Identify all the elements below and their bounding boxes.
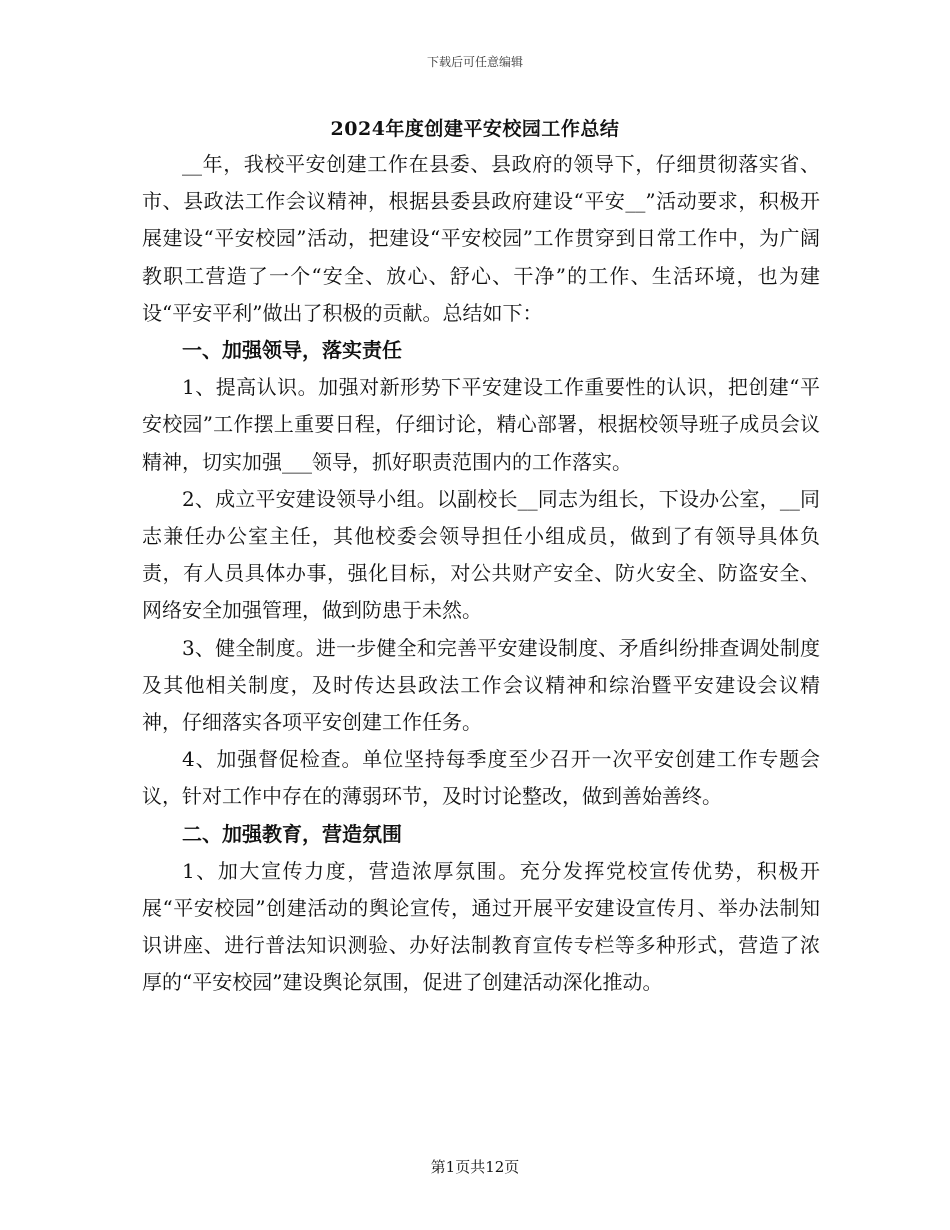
section-paragraph: 2、成立平安建设领导小组。以副校长__同志为组长，下设办公室，__同志兼任办公室主任，其他校委会领导担任小组成员，做到了有领导具体负责，有人员具体办事，强化目标，对公共财产安全、防火安全、防盗安全、网络安全加强管理，做到防患于未然。: [142, 486, 820, 623]
document-body: [142, 146, 820, 1002]
page-footer: 第1页共12页: [430, 1158, 520, 1176]
section-heading: 一、加强领导，落实责任: [182, 338, 402, 363]
intro-paragraph: __年，我校平安创建工作在县委、县政府的领导下，仔细贯彻落实省、市、县政法工作会议精神，根据县委县政府建设“平安__”活动要求，积极开展建设“平安校园”活动，把建设“平安校园”工作贯穿到日常工作中，为广阔教职工营造了一个“安全、放心、舒心、干净”的工作、生活环境，也为建设“平安平利”做出了积极的贡献。总结如下：: [142, 152, 820, 325]
section-paragraph: 1、加大宣传力度，营造浓厚氛围。充分发挥党校宣传优势，积极开展“平安校园”创建活动的舆论宣传，通过开展平安建设宣传月、举办法制知识讲座、进行普法知识测验、办好法制教育宣传专栏等多种形式，营造了浓厚的“平安校园”建设舆论氛围，促进了创建活动深化推动。: [142, 858, 820, 995]
section-paragraph: 3、健全制度。进一步健全和完善平安建设制度、矛盾纠纷排查调处制度及其他相关制度，及时传达县政法工作会议精神和综治暨平安建设会议精神，仔细落实各项平安创建工作任务。: [142, 635, 820, 735]
section-paragraph: 4、加强督促检查。单位坚持每季度至少召开一次平安创建工作专题会议，针对工作中存在的薄弱环节，及时讨论整改，做到善始善终。: [142, 747, 820, 809]
section-heading: 二、加强教育，营造氛围: [182, 821, 402, 846]
document-title: 2024年度创建平安校园工作总结: [330, 118, 620, 140]
section-paragraph: 1、提高认识。加强对新形势下平安建设工作重要性的认识，把创建“平安校园”工作摆上重要日程，仔细讨论，精心部署，根据校领导班子成员会议精神，切实加强___领导，抓好职责范围内的工作落实。: [142, 375, 820, 474]
header-note: 下载后可任意编辑: [426, 55, 523, 69]
